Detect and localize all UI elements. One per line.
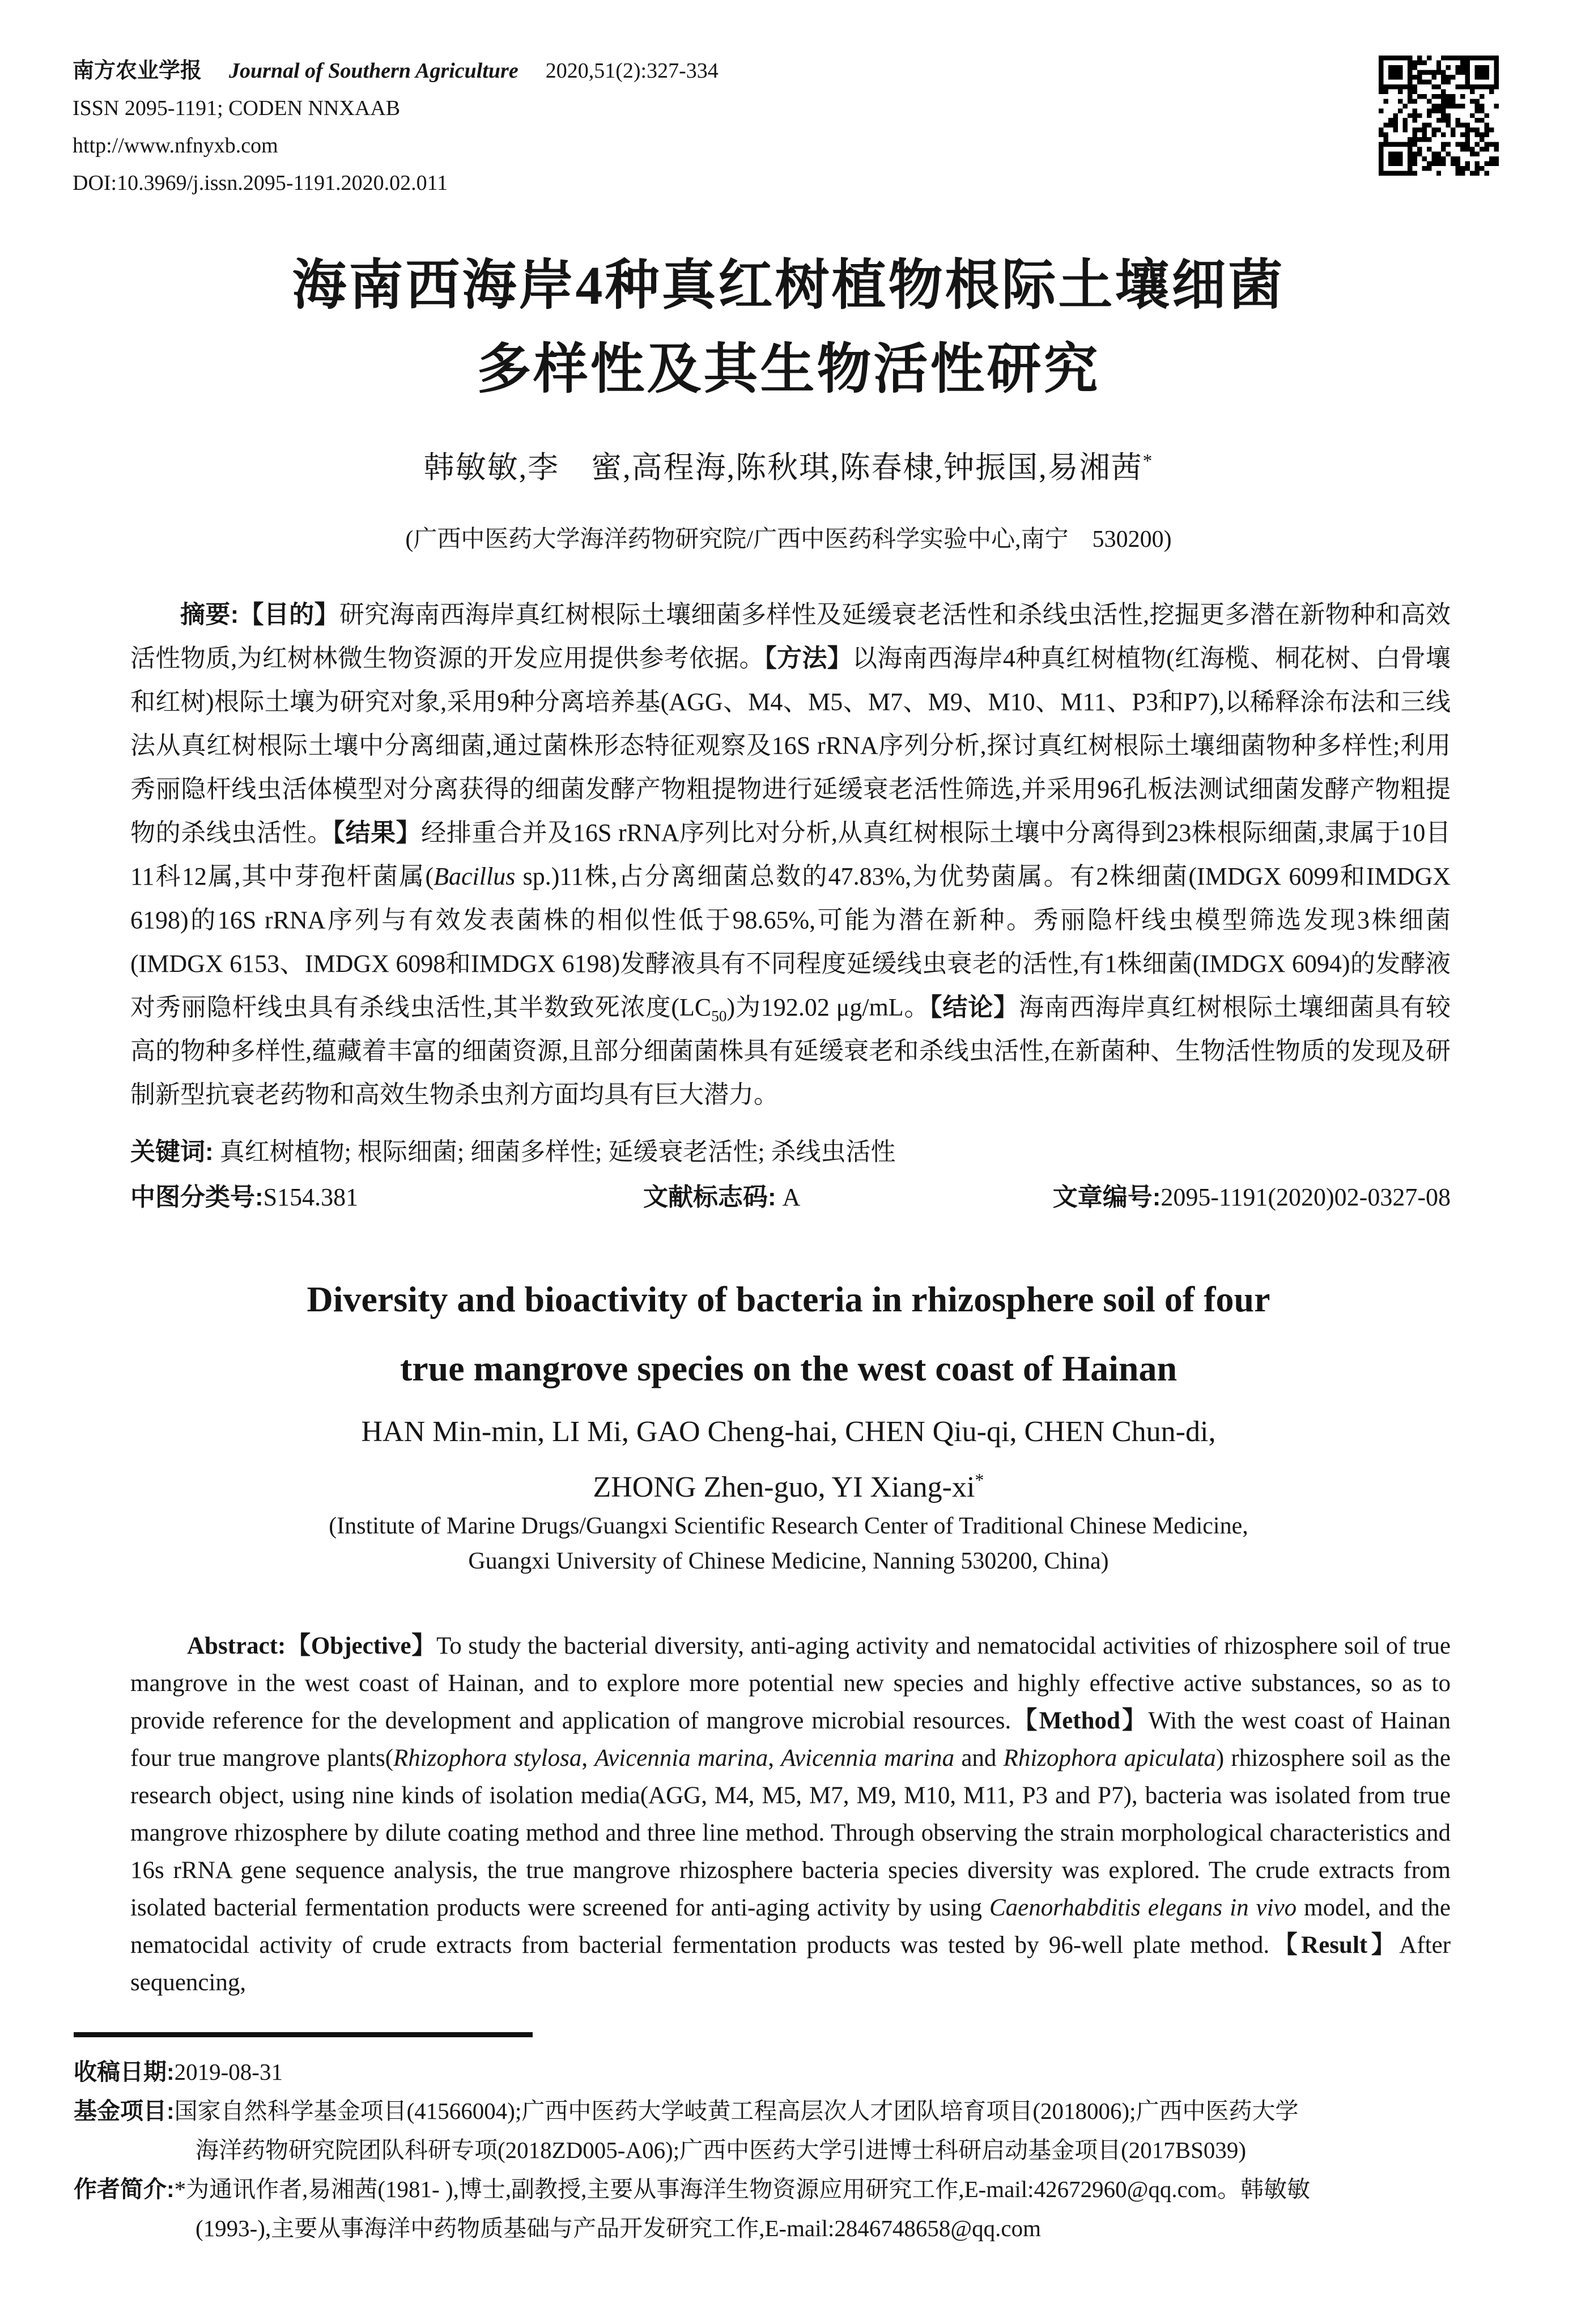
- footnote-divider: [74, 2032, 533, 2037]
- journal-issn-coden: ISSN 2095-1191; CODEN NNXAAB: [73, 96, 401, 120]
- article-id: [1053, 1178, 1451, 1217]
- abstract-en: Abstract:【Objective】To study the bacterial diversity, anti-aging activity and nematocidal activities of rhizosphere soil of true mangrove in the west coast of Hainan, and to explore more potential new species and highly effective active substances, so as to provide reference for the development and application of mangrove microbial resources.【Method】With the west coast of Hainan four true mangrove plants(Rhizophora stylosa, Avicennia marina, Avicennia marina and Rhizophora apiculata) rhizosphere soil as the research object, using nine kinds of isolation media(AGG, M4, M5, M7, M9, M10, M11, P3 and P7), bacteria was isolated from true mangrove rhizosphere by dilute coating method and three line method. Through observing the strain morphological characteristics and 16s rRNA gene sequence analysis, the true mangrove rhizosphere bacteria species diversity was explored. The crude extracts from isolated bacterial fermentation products were screened for anti-aging activity by using Caenorhabditis elegans in vivo model, and the nematocidal activity of crude extracts from bacterial fermentation products was tested by 96-well plate method.【Result】After sequencing,: [130, 1633, 1451, 1996]
- fund-project: [74, 2092, 1507, 2170]
- authors-en-line2: [0, 1460, 1577, 1515]
- corresponding-author-mark-en: *: [975, 1469, 984, 1490]
- article-title-en: [0, 1265, 1577, 1403]
- abstract-cn: 摘要:【目的】研究海南西海岸真红树根际土壤细菌多样性及延缓衰老活性和杀线虫活性,挖掘更多潜在新物种和高效活性物质,为红树林微生物资源的开发应用提供参考依据。【方法】以海南西海岸4种真红树植物(红海榄、桐花树、白骨壤和红树)根际土壤为研究对象,采用9种分离培养基(AGG、M4、M5、M7、M9、M10、M11、P3和P7),以稀释涂布法和三线法从真红树根际土壤中分离细菌,通过菌株形态特征观察及16S rRNA序列分析,探讨真红树根际土壤细菌物种多样性;利用秀丽隐杆线虫活体模型对分离获得的细菌发酵产物粗提物进行延缓衰老活性筛选,并采用96孔板法测试细菌发酵产物粗提物的杀线虫活性。【结果】经排重合并及16S rRNA序列比对分析,从真红树根际土壤中分离得到23株根际细菌,隶属于10目11科12属,其中芽孢杆菌属(Bacillus sp.)11株,占分离细菌总数的47.83%,为优势菌属。有2株细菌(IMDGX 6099和IMDGX 6198)的16S rRNA序列与有效发表菌株的相似性低于98.65%,可能为潜在新种。秀丽隐杆线虫模型筛选发现3株细菌(IMDGX 6153、IMDGX 6098和IMDGX 6198)发酵液具有不同程度延缓线虫衰老的活性,有1株细菌(IMDGX 6094)的发酵液对秀丽隐杆线虫具有杀线虫活性,其半数致死浓度$(LC_{50})$为192.02 μg/mL。【结论】海南西海岸真红树根际土壤细菌具有较高的物种多样性,蕴藏着丰富的细菌资源,且部分细菌菌株具有延缓衰老和杀线虫活性,在新菌种、生物活性物质的发现及研制新型抗衰老药物和高效生物杀虫剂方面均具有巨大潜力。: [130, 601, 1451, 1108]
- received-date-label: 收稿日期:: [74, 2059, 175, 2085]
- journal-header: [73, 52, 719, 202]
- author-bio-label: 作者简介:: [74, 2176, 175, 2202]
- article-title-cn-line1: 海南西海岸4种真红树植物根际土壤细菌: [292, 255, 1285, 316]
- authors-en-line2-text: ZHONG Zhen-guo, YI Xiang-xi: [593, 1471, 975, 1503]
- journal-name-en: Journal of Southern Agriculture: [229, 59, 518, 83]
- article-id-value: 2095-1191(2020)02-0327-08: [1161, 1183, 1451, 1211]
- document-code: [643, 1178, 800, 1217]
- affiliation-en-line1: (Institute of Marine Drugs/Guangxi Scientific Research Center of Traditional Chinese Medicine,: [329, 1513, 1248, 1539]
- document-code-label: 文献标志码:: [643, 1183, 776, 1211]
- authors-cn-names: 韩敏敏,李 蜜,高程海,陈秋琪,陈春棣,钟振国,易湘茜: [423, 451, 1143, 485]
- article-title-cn-line2: 多样性及其生物活性研究: [477, 339, 1100, 400]
- journal-website: http://www.nfnyxb.com: [73, 134, 278, 158]
- keywords-text: 真红树植物; 根际细菌; 细菌多样性; 延缓衰老活性; 杀线虫活性: [219, 1138, 896, 1166]
- document-code-value: A: [782, 1183, 801, 1211]
- received-date: [74, 2053, 1507, 2092]
- author-bio-line1: *为通讯作者,易湘茜(1981- ),博士,副教授,主要从事海洋生物资源应用研究工作,E-mail:42672960@qq.com。韩敏敏: [174, 2176, 1311, 2202]
- author-bio-line2: (1993-),主要从事海洋中药物质基础与产品开发研究工作,E-mail:2846748658@qq.com: [195, 2215, 1042, 2241]
- affiliation-cn: (广西中医药大学海洋药物研究院/广西中医药科学实验中心,南宁 530200): [405, 526, 1172, 553]
- article-id-label: 文章编号:: [1052, 1183, 1161, 1211]
- article-title-en-line2: true mangrove species on the west coast of Hainan: [399, 1348, 1178, 1388]
- authors-cn: [0, 443, 1577, 487]
- clc-value: S154.381: [263, 1183, 359, 1211]
- journal-doi: DOI:10.3969/j.issn.2095-1191.2020.02.011: [73, 171, 448, 195]
- journal-issue: 2020,51(2):327-334: [545, 59, 719, 83]
- author-bio: [74, 2170, 1507, 2248]
- affiliation-en: [0, 1509, 1577, 1579]
- journal-header-line1: [73, 52, 719, 90]
- fund-project-line1: 国家自然科学基金项目(41566004);广西中医药大学岐黄工程高层次人才团队培育项目(2018006);广西中医药大学: [174, 2098, 1299, 2124]
- keywords-cn: [130, 1132, 1451, 1172]
- affiliation-en-line2: Guangxi University of Chinese Medicine, Nanning 530200, China): [468, 1548, 1109, 1574]
- keywords-label: 关键词:: [130, 1138, 214, 1166]
- authors-en: [0, 1404, 1577, 1515]
- footnotes: [74, 2053, 1507, 2248]
- clc-number: [130, 1178, 358, 1217]
- article-title-en-line1: Diversity and bioactivity of bacteria in rhizosphere soil of four: [307, 1279, 1270, 1319]
- fund-project-label: 基金项目:: [74, 2098, 175, 2124]
- received-date-value: 2019-08-31: [174, 2059, 283, 2085]
- fund-project-line2: 海洋药物研究院团队科研专项(2018ZD005-A06);广西中医药大学引进博士科研启动基金项目(2017BS039): [195, 2137, 1247, 2163]
- qr-code: [1379, 56, 1499, 176]
- article-meta-line: [130, 1178, 1451, 1217]
- article-title-cn: [0, 244, 1577, 411]
- authors-en-line1: HAN Min-min, LI Mi, GAO Cheng-hai, CHEN Qiu-qi, CHEN Chun-di,: [361, 1416, 1216, 1448]
- journal-name-cn: 南方农业学报: [73, 59, 202, 83]
- corresponding-author-mark: *: [1142, 451, 1154, 471]
- clc-label: 中图分类号:: [130, 1183, 263, 1211]
